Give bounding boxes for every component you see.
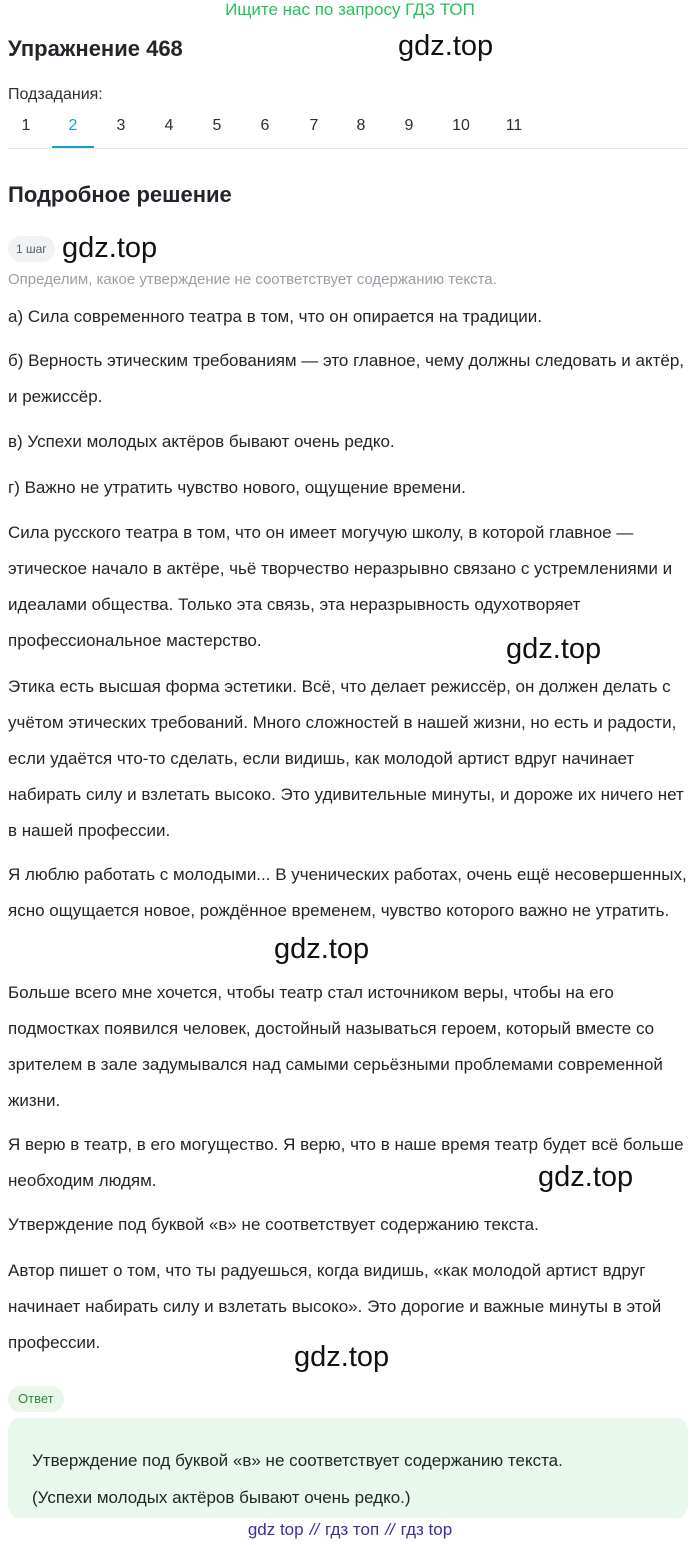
- answer-box: [8, 1418, 688, 1518]
- footer-links: [0, 1520, 700, 1540]
- text-paragraph: Этика есть высшая форма эстетики. Всё, что делает режиссёр, он должен делать с учётом этических требований. Много сложностей в нашей жизни, но есть и радости, если удаётся что-то сделать, если видишь, как молодой артист вдруг начинает набирать силу и взлетать высоко. Это удивительные минуты, и дороже их ничего нет в нашей профессии.: [8, 677, 684, 840]
- text-paragraph: Я верю в театр, в его могущество. Я верю, что в наше время театр будет всё больше необходим людям.: [8, 1135, 684, 1190]
- tab-subtask-10[interactable]: 10: [452, 117, 470, 134]
- watermark: gdz.top: [538, 1161, 634, 1193]
- text-paragraph: Больше всего мне хочется, чтобы театр стал источником веры, чтобы на его подмостках появился человек, достойный называться героем, который вместе со зрителем в зале задумывался над самыми серьёзными проблемами современной жизни.: [8, 983, 663, 1110]
- step-hint: Определим, какое утверждение не соответствует содержанию текста.: [8, 271, 497, 288]
- footer-separator: //: [385, 1520, 395, 1539]
- tab-subtask-6[interactable]: 6: [260, 117, 270, 134]
- text-paragraph: Я люблю работать с молодыми... В ученических работах, очень ещё несовершенных, ясно ощущается новое, рождённое временем, чувство которого важно не утратить.: [8, 865, 687, 920]
- footer-link-gdz-top-ru[interactable]: гдз топ: [325, 1520, 380, 1539]
- option-c: в) Успехи молодых актёров бывают очень редко.: [8, 432, 395, 451]
- conclusion-paragraph: Утверждение под буквой «в» не соответствует содержанию текста.: [8, 1215, 539, 1234]
- watermark: gdz.top: [294, 1341, 390, 1373]
- text-paragraph: Сила русского театра в том, что он имеет могучую школу, в которой главное — этическое начало в актёре, чьё творчество неразрывно связано с устремлениями и идеалами общества. Только эта связь, эта неразрывность одухотворяет профессиональное мастерство.: [8, 523, 673, 650]
- step-badge: 1 шаг: [8, 236, 55, 262]
- tab-subtask-7[interactable]: 7: [309, 117, 319, 134]
- solution-title: Подробное решение: [8, 182, 232, 207]
- option-a: а) Сила современного театра в том, что он опирается на традиции.: [8, 307, 542, 326]
- explanation-paragraph: Автор пишет о том, что ты радуешься, когда видишь, «как молодой артист вдруг начинает набирать силу и взлетать высоко». Это дорогие и важные минуты в этой профессии.: [8, 1261, 662, 1352]
- watermark: gdz.top: [398, 30, 494, 62]
- tab-subtask-2[interactable]: 2: [52, 108, 94, 148]
- page-title: Упражнение 468: [8, 36, 183, 61]
- tab-subtask-4[interactable]: 4: [164, 117, 174, 134]
- tab-subtask-9[interactable]: 9: [404, 117, 414, 134]
- watermark: gdz.top: [506, 633, 602, 665]
- tab-subtask-3[interactable]: 3: [116, 117, 126, 134]
- footer-separator: //: [309, 1520, 320, 1539]
- watermark: gdz.top: [62, 232, 158, 264]
- option-b: б) Верность этическим требованиям — это главное, чему должны следовать и актёр, и режиссёр.: [8, 351, 684, 406]
- answer-line: (Успехи молодых актёров бывают очень редко.): [32, 1488, 411, 1507]
- answer-badge: Ответ: [8, 1386, 64, 1412]
- tab-subtask-11[interactable]: 11: [505, 117, 523, 134]
- footer-link-gdz-top-mixed[interactable]: гдз top: [400, 1520, 453, 1539]
- option-d: г) Важно не утратить чувство нового, ощущение времени.: [8, 478, 466, 497]
- footer-link-gdz-top[interactable]: gdz top: [247, 1520, 304, 1539]
- promo-banner: Ищите нас по запросу ГДЗ ТОП: [225, 0, 475, 19]
- tab-subtask-5[interactable]: 5: [212, 117, 222, 134]
- tab-subtask-1[interactable]: 1: [21, 117, 31, 134]
- answer-line: Утверждение под буквой «в» не соответствует содержанию текста.: [32, 1451, 563, 1470]
- subtasks-label: Подзадания:: [8, 86, 103, 103]
- subtask-tabs: [8, 108, 688, 149]
- tab-subtask-8[interactable]: 8: [356, 117, 366, 134]
- watermark: gdz.top: [274, 933, 370, 965]
